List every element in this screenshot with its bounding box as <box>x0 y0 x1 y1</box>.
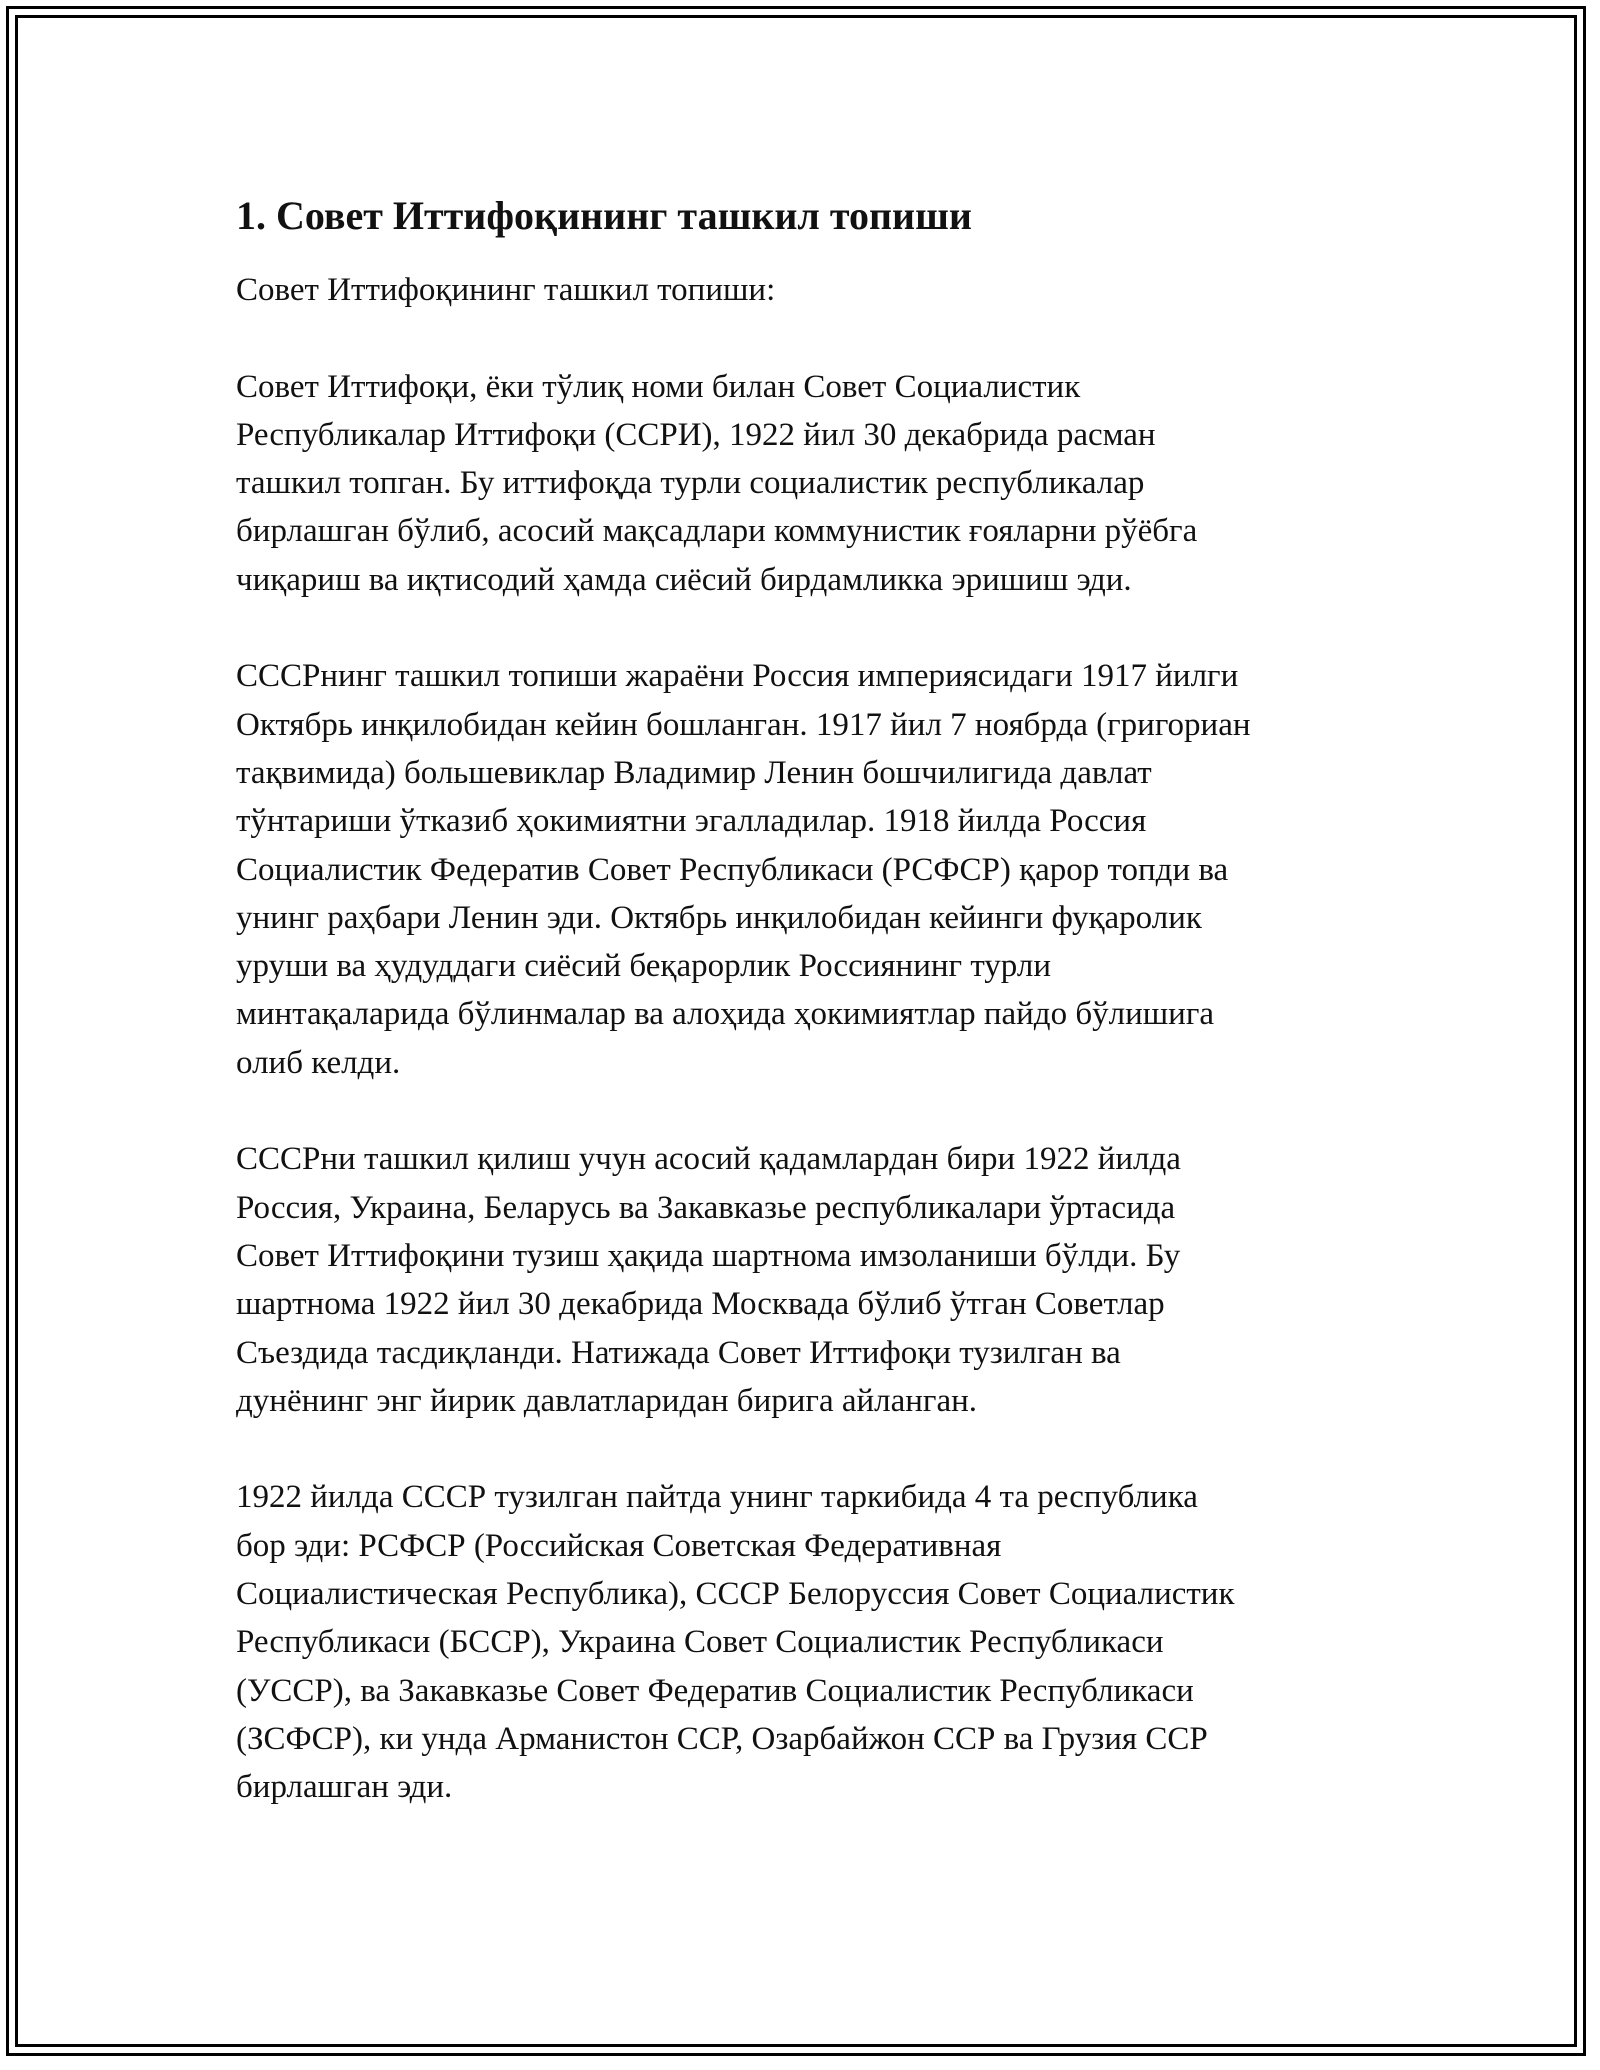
paragraph-intro: Совет Иттифоқининг ташкил топиши: <box>236 272 776 308</box>
paragraph-republics: 1922 йилда СССР тузилган пайтда унинг таркибида 4 та республика бор эди: РСФСР (Российская Советская Федеративная Социалистическая Республика), СССР Белоруссия Совет Социалистик Республикаси (БССР), Украина Совет Социалистик Республикаси (УССР), ва Закавказье Совет Федератив Социалистик Республикаси (ЗСФСР), ки унда Арманистон ССР, Озарбайжон ССР ва Грузия ССР бирлашган эди. <box>236 1479 1235 1806</box>
paragraph-treaty: СССРни ташкил қилиш учун асосий қадамлардан бири 1922 йилда Россия, Украина, Беларусь ва Закавказье республикалари ўртасида Совет Иттифоқини тузиш ҳақида шартнома имзоланиши бўлди. Бу шартнома 1922 йил 30 декабрида Москвада бўлиб ўтган Советлар Съездида тасдиқланди. Натижада Совет Иттифоқи тузилган ва дунёнинг энг йирик давлатларидан бирига айланган. <box>236 1141 1181 1419</box>
paragraph-formation-process: СССРнинг ташкил топиши жараёни Россия империясидаги 1917 йилги Октябрь инқилобидан кейин бошланган. 1917 йил 7 ноябрда (григориан тақвимида) большевиклар Владимир Ленин бошчилигида давлат тўнтариши ўтказиб ҳокимиятни эгалладилар. 1918 йилда Россия Социалистик Федератив Совет Республикаси (РСФСР) қарор топди ва унинг раҳбари Ленин эди. Октябрь инқилобидан кейинги фуқаролик уруши ва ҳудуддаги сиёсий беқарорлик Россиянинг турли минтақаларида бўлинмалар ва алоҳида ҳокимиятлар пайдо бўлишига олиб келди. <box>236 658 1251 1081</box>
paragraph-ussr-definition: Совет Иттифоқи, ёки тўлиқ номи билан Совет Социалистик Республикалар Иттифоқи (ССРИ), 1922 йил 30 декабрида расман ташкил топган. Бу иттифоқда турли социалистик республикалар бирлашган бўлиб, асосий мақсадлари коммунистик ғояларни рўёбга чиқариш ва иқтисодий ҳамда сиёсий бирдамликка эришиш эди. <box>236 368 1198 598</box>
document-body <box>236 186 1386 1860</box>
section-heading: 1. Совет Иттифоқининг ташкил топиши <box>236 193 972 238</box>
